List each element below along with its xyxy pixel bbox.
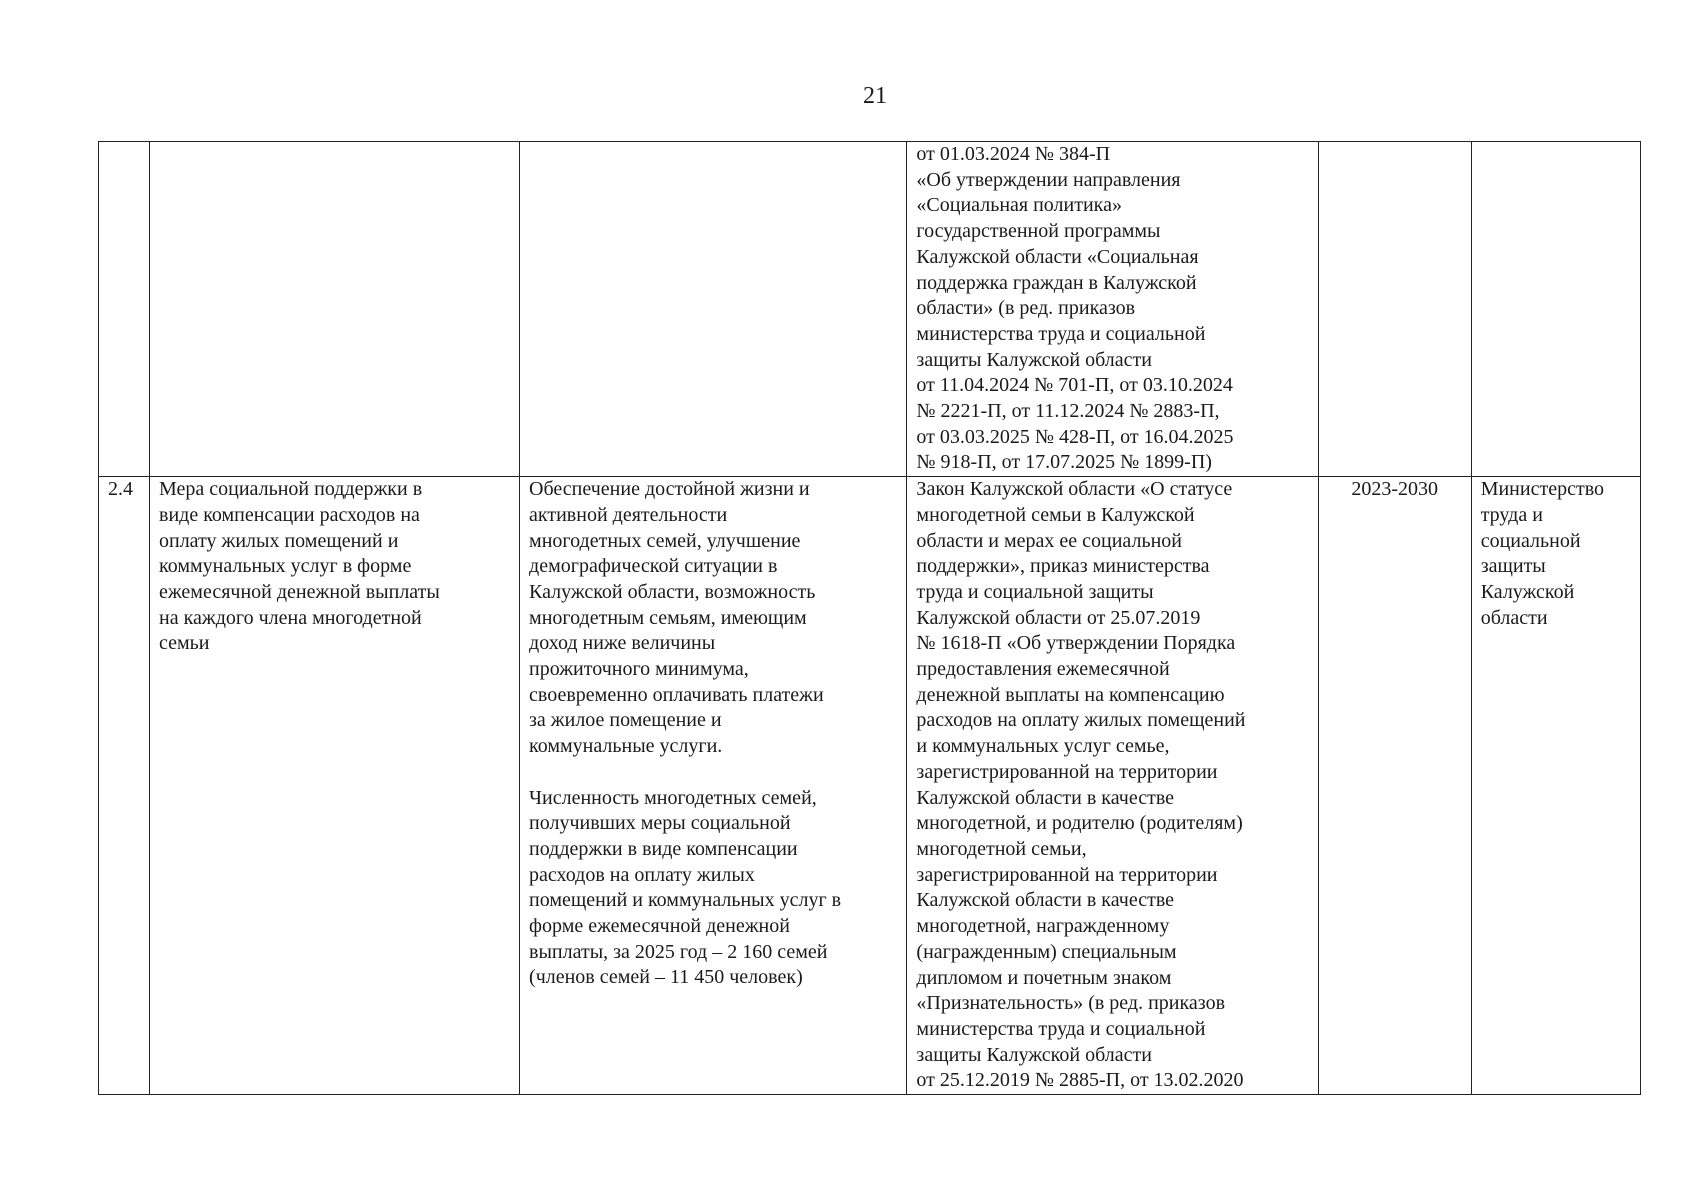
paragraph-spacer [529,760,897,786]
legal-basis-text: от 01.03.2024 № 384-П «Об утверждении направления «Социальная политика» государственной программы Калужской области «Социальная поддержка граждан в Калужской области» (в ред. приказов министерства труда и социальной защиты Калужской области от 11.04.2024 № 701-П, от 03.10.2024 № 2221-П, от 11.12.2024 № 2883-П, от 03.03.2025 № 428-П, от 16.04.2025 № 918-П, от 17.07.2025 № 1899-П) [916,143,1234,474]
cell-legal-basis [907,477,1318,1095]
cell-executor [1471,142,1640,477]
goal-paragraph: Обеспечение достойной жизни и активной деятельности многодетных семей, улучшение демографической ситуации в Калужской области, возможность многодетным семьям, имеющим доход ниже величины прожиточного минимума, своевременно оплачивать платежи за жилое помещение и коммунальные услуги. [529,478,824,758]
cell-number [99,142,150,477]
cell-measure-name [150,477,520,1095]
legal-basis-text: Закон Калужской области «О статусе многодетной семьи в Калужской области и мерах ее социальной поддержки», приказ министерства труда и социальной защиты Калужской области от 25.07.2019 № 1618-П «Об утверждении Порядка предоставления ежемесячной денежной выплаты на компенсацию расходов на оплату жилых помещений и коммунальных услуг семье, зарегистрированной на территории Калужской области в качестве многодетной, и родителю (родителям) многодетной семьи, зарегистрированной на территории Калужской области в качестве многодетной, награжденному (награжденным) специальным дипломом и почетным знаком «Признательность» (в ред. приказов министерства труда и социальной защиты Калужской области от 25.12.2019 № 2885-П, от 13.02.2020 [916,478,1246,1092]
cell-measure-name [150,142,520,477]
cell-goal [520,142,907,477]
executor-text: Министерство труда и социальной защиты Калужской области [1480,478,1604,629]
cell-legal-basis [907,142,1318,477]
measures-table [98,141,1641,1095]
cell-number [99,477,150,1095]
period-text: 2023-2030 [1351,478,1439,501]
measure-name-text: Мера социальной поддержки в виде компенсации расходов на оплату жилых помещений и коммунальных услуг в форме ежемесячной денежной выплаты на каждого члена многодетной семьи [159,478,440,655]
cell-period [1318,477,1471,1095]
table-row-2-4 [99,477,1641,1095]
cell-executor [1471,477,1640,1095]
indicator-paragraph: Численность многодетных семей, получивших меры социальной поддержки в виде компенсации расходов на оплату жилых помещений и коммунальных услуг в форме ежемесячной денежной выплаты, за 2025 год – 2 160 семей (членов семей – 11 450 человек) [529,786,842,989]
table-row-continued [99,142,1641,477]
cell-goal [520,477,907,1095]
cell-period [1318,142,1471,477]
page-number: 21 [863,83,887,109]
row-number: 2.4 [108,478,133,501]
